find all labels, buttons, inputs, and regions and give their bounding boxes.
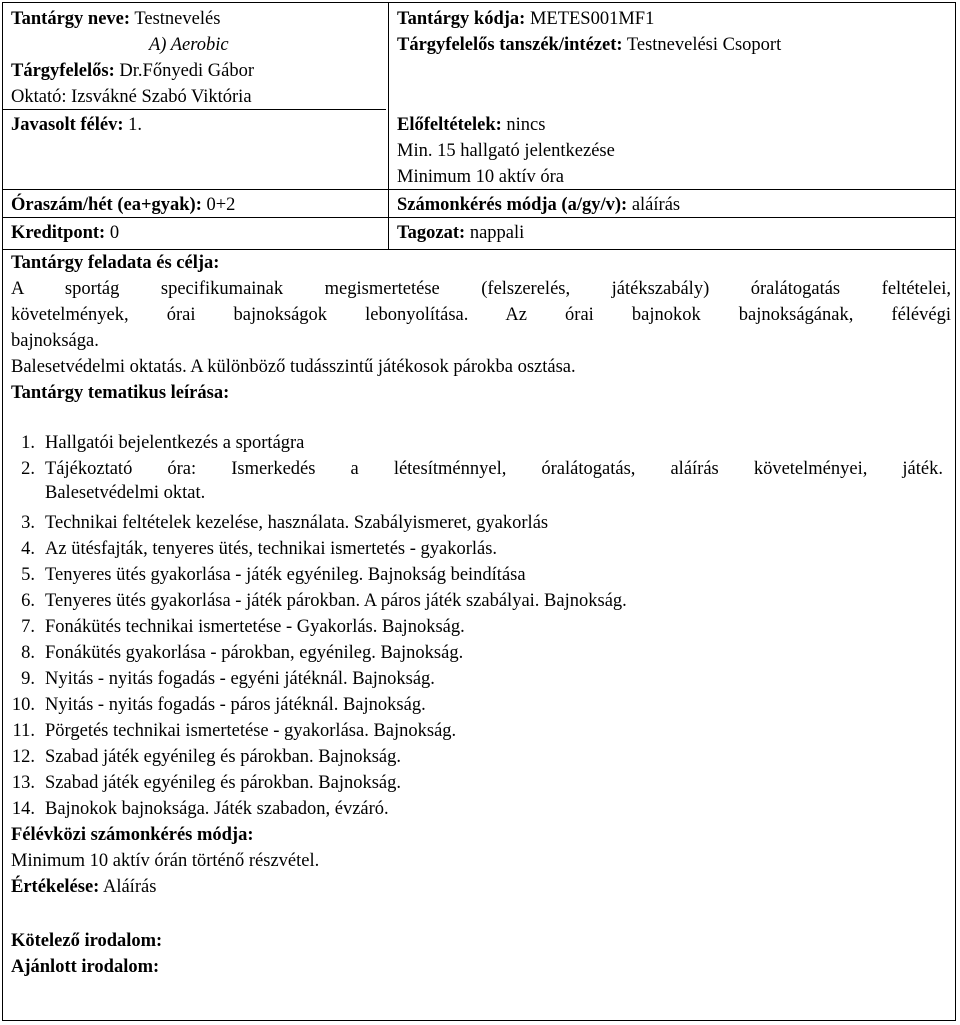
responsible-value: Dr.Főnyedi Gábor [119,61,255,81]
list-item: 2. Tájékoztató óra: Ismerkedés a létesítménnyel, óralátogatás, aláírás követelményei, játék. Balesetvédelmi oktat. [21,459,943,503]
responsible-label: Tárgyfelelős: [11,61,115,81]
midterm-text: Minimum 10 aktív órán történő részvétel. [11,851,320,871]
list-item: 8. Fonákütés gyakorlása - párokban, egyénileg. Bajnokság. [21,643,464,663]
credit [11,221,119,245]
credit-value: 0 [109,223,120,243]
row-divider-credit [3,217,955,218]
list-item: 10. Nyitás - nyitás fogadás - páros játéknál. Bajnokság. [11,695,426,715]
subject-code-value: METES001MF1 [529,9,655,29]
goals-line-4: Balesetvédelmi oktatás. A különböző tudásszintű játékosok párokba osztása. [11,357,576,377]
list-item: 11. Pörgetés technikai ismertetése - gyakorlása. Bajnokság. [12,721,457,741]
responsible [11,59,254,83]
goals-line-3: bajnoksága. [11,331,99,351]
prerequisites-value: nincs [506,115,546,135]
goals-title: Tantárgy feladata és célja: [11,253,220,273]
study-mode [397,221,524,245]
list-item: 12. Szabad játék egyénileg és párokban. Bajnokság. [11,747,402,767]
assessment-method-value: aláírás [631,195,681,215]
assessment-method [397,193,680,217]
department-label: Tárgyfelelős tanszék/intézet: [397,35,623,55]
prerequisites-label: Előfeltételek: [397,115,502,135]
subject-variant: A) Aerobic [149,35,229,55]
subject-name-value: Testnevelés [134,9,221,29]
list-item: 9. Nyitás - nyitás fogadás - egyéni játéknál. Bajnokság. [21,669,435,689]
semester-label: Javasolt félév: [11,115,124,135]
instructor: Oktató: Izsvákné Szabó Viktória [11,87,252,107]
hours-value: 0+2 [206,195,236,215]
goals-line-2: követelmények, órai bajnokságok lebonyolítása. Az órai bajnokok bajnokságának, félévégi [11,305,951,325]
department [397,33,781,57]
evaluation-value: Aláírás [102,877,157,897]
hours [11,193,235,217]
study-mode-value: nappali [469,223,525,243]
subject-name-label: Tantárgy neve: [11,9,131,29]
column-divider [388,3,389,250]
subject-code-label: Tantárgy kódja: [397,9,526,29]
study-mode-label: Tagozat: [397,223,466,243]
required-literature-label: Kötelező irodalom: [11,931,163,951]
list-item: 1. Hallgatói bejelentkezés a sportágra [21,433,305,453]
evaluation-label: Értékelése: [11,877,100,897]
list-item: 5. Tenyeres ütés gyakorlása - játék egyénileg. Bajnokság beindítása [21,565,526,585]
recommended-literature-label: Ajánlott irodalom: [11,957,160,977]
semester-value: 1. [128,115,143,135]
midterm-title: Félévközi számonkérés módja: [11,825,254,845]
list-item: 6. Tenyeres ütés gyakorlása - játék párokban. A páros játék szabályai. Bajnokság. [21,591,627,611]
subject-name [11,7,220,31]
list-item: 4. Az ütésfajták, tenyeres ütés, technikai ismertetés - gyakorlás. [21,539,498,559]
list-item: 3. Technikai feltételek kezelése, használata. Szabályismeret, gyakorlás [21,513,549,533]
topics-title: Tantárgy tematikus leírása: [11,383,230,403]
goals-line-1: A sportág specifikumainak megismertetése (felszerelés, játékszabály) óralátogatás feltételei, [11,279,951,299]
assessment-method-label: Számonkérés módja (a/gy/v): [397,195,628,215]
row-divider-left [3,109,386,110]
subject-code [397,7,654,31]
prerequisites-line-3: Minimum 10 aktív óra [397,167,564,187]
prerequisites-line-2: Min. 15 hallgató jelentkezése [397,141,615,161]
list-item: 13. Szabad játék egyénileg és párokban. Bajnokság. [11,773,402,793]
course-sheet [2,2,956,1021]
list-item: 14. Bajnokok bajnoksága. Játék szabadon, évzáró. [11,799,389,819]
credit-label: Kreditpont: [11,223,106,243]
row-divider-hours [3,189,955,190]
department-value: Testnevelési Csoport [626,35,782,55]
semester [11,113,142,137]
hours-label: Óraszám/hét (ea+gyak): [11,195,202,215]
list-item: 7. Fonákütés technikai ismertetése - Gyakorlás. Bajnokság. [21,617,465,637]
prerequisites [397,113,545,137]
evaluation [11,875,156,899]
